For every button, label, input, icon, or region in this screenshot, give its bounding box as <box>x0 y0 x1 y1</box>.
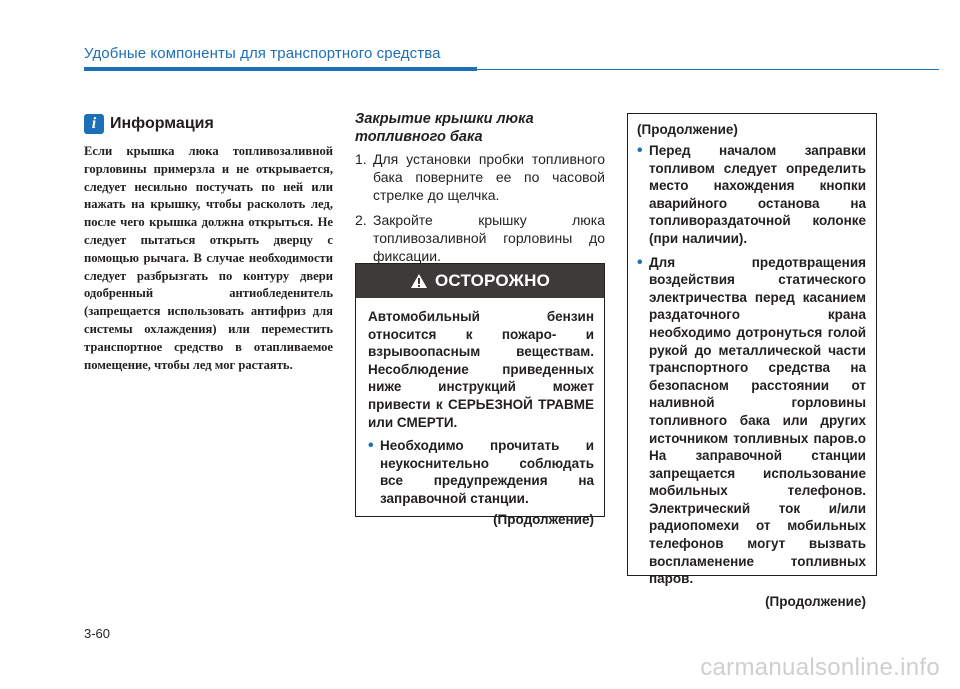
header-rule-thick <box>84 67 477 71</box>
caution-header-label: ОСТОРОЖНО <box>434 271 551 290</box>
continued-bullet-text: Для предотвращения воздействия статического электричества перед касанием раздаточного крана необходимо дотронуться голой рукой до металлической части транспортного средства на безопасном расстоянии от наливной горловины топливного бака или других источником топливных паров.о На заправочной станции запрещается использование мобильных телефонов. Электрический ток и/или радиопомехи от мобильных телефонов могут вызвать воспламенение топливных паров. <box>649 254 866 587</box>
continued-label: (Продолжение) <box>493 511 594 527</box>
step-number: 2. <box>355 212 367 228</box>
closing-steps-list <box>355 150 605 272</box>
section-header-title: Удобные компоненты для транспортного средства <box>84 45 441 62</box>
info-title: Информация <box>110 115 214 132</box>
step-number: 1. <box>355 151 367 167</box>
step-text: Для установки пробки топливного бака поверните ее по часовой стрелке до щелчка. <box>373 151 605 203</box>
continued-bullet <box>637 254 866 588</box>
watermark: carmanualsonline.info <box>700 654 940 681</box>
step-text: Закройте крышку люка топливозаливной горловины до фиксации. <box>373 212 605 264</box>
warning-triangle-icon <box>410 273 428 289</box>
caution-bullet-text: Необходимо прочитать и неукоснительно соблюдать все предупреждения на заправочной станции. <box>380 438 594 506</box>
continued-label: (Продолжение) <box>765 593 866 609</box>
page-number: 3-60 <box>84 626 111 641</box>
info-body-text: Если крышка люка топливозаливной горловины примерзла и не открывается, следует несильно постучать по ней или нажать на крышку, чтобы расколоть лед, после чего крышка должна открыться. Не следует пытаться открыть дверцу с помощью рычага. В случае необходимости следует разбрызгать по контуру двери одобренный антиобледенитель (запрещается использовать антифриз для системы охлаждения) или переместить транспортное средство в отапливаемое помещение, чтобы лед мог растаять. <box>84 144 333 372</box>
caution-box <box>355 263 605 527</box>
closing-step <box>355 150 605 204</box>
bullet-dot: • <box>637 142 643 159</box>
continued-bullet <box>637 142 866 248</box>
bullet-dot: • <box>368 437 374 455</box>
continued-box-head: (Продолжение) <box>637 122 738 137</box>
closing-step <box>355 211 605 265</box>
info-heading <box>84 114 214 134</box>
continued-bullet-text: Перед началом заправки топливом следует определить место нахождения кнопки аварийного останова на топливораздаточной колонке (при наличии). <box>649 143 866 246</box>
bullet-dot: • <box>637 253 643 271</box>
header-rule-thin <box>477 69 939 70</box>
caution-bullet <box>368 437 594 507</box>
caution-paragraph: Автомобильный бензин относится к пожаро- и взрывоопасным веществам. Несоблюдение приведенных ниже инструкций может привести к СЕРЬЕЗНОЙ ТРАВМЕ или СМЕРТИ. <box>368 309 594 430</box>
closing-section-title: Закрытие крышки люка топливного бака <box>355 111 534 145</box>
caution-body <box>356 298 604 527</box>
caution-header <box>356 264 604 298</box>
info-icon: i <box>84 114 104 134</box>
continued-box <box>627 113 877 609</box>
